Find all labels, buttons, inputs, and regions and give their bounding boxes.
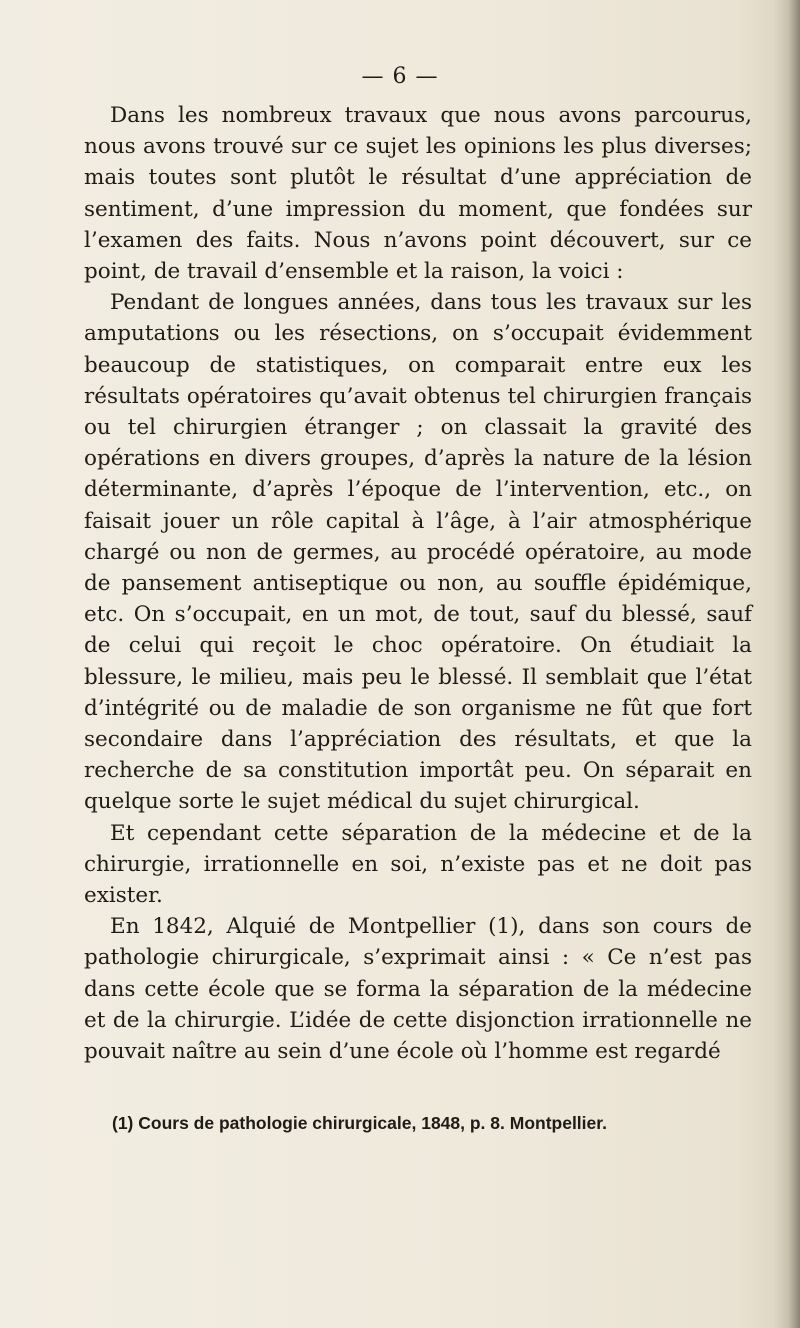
body-text — [84, 100, 752, 1067]
paragraph: Dans les nombreux travaux que nous avons parcourus, nous avons trouvé sur ce sujet les opinions les plus diverses; mais toutes sont plutôt le résultat d’une appréciation de sentiment, d’une impression du moment, que fondées sur l’examen des faits. Nous n’avons point découvert, sur ce point, de travail d’ensemble et la raison, la voici : — [84, 103, 752, 285]
footnote: (1) Cours de pathologie chirurgicale, 1848, p. 8. Montpellier. — [112, 1113, 607, 1133]
paragraph: Et cependant cette séparation de la médecine et de la chirurgie, irrationnelle en soi, n’existe pas et ne doit pas exister. — [84, 820, 752, 909]
paragraph: En 1842, Alquié de Montpellier (1), dans son cours de pathologie chirurgicale, s’exprimait ainsi : « Ce n’est pas dans cette école que se forma la séparation de la médecine et de la chirurgie. L’idée de cette disjonction irrationnelle ne pouvait naître au sein d’une école où l’homme est regardé — [84, 914, 752, 1065]
page-number: — 6 — — [361, 64, 439, 89]
paragraph: Pendant de longues années, dans tous les travaux sur les amputations ou les résections, on s’occupait évidemment beaucoup de statistiques, on comparait entre eux les résultats opératoires qu’avait obtenus tel chirurgien français ou tel chirurgien étranger ; on classait la gravité des opérations en divers groupes, d’après la nature de la lésion déterminante, d’après l’époque de l’intervention, etc., on faisait jouer un rôle capital à l’âge, à l’air atmosphérique chargé ou non de germes, au procédé opératoire, au mode de pansement antiseptique ou non, au souffle épidémique, etc. On s’occupait, en un mot, de tout, sauf du blessé, sauf de celui qui reçoit le choc opératoire. On étudiait la blessure, le milieu, mais peu le blessé. Il semblait que l’état d’intégrité ou de maladie de son organisme ne fût que fort secondaire dans l’appréciation des résultats, et que la recherche de sa constitution importât peu. On séparait en quelque sorte le sujet médical du sujet chirurgical. — [84, 290, 752, 815]
page-edge-shadow — [774, 0, 800, 1328]
